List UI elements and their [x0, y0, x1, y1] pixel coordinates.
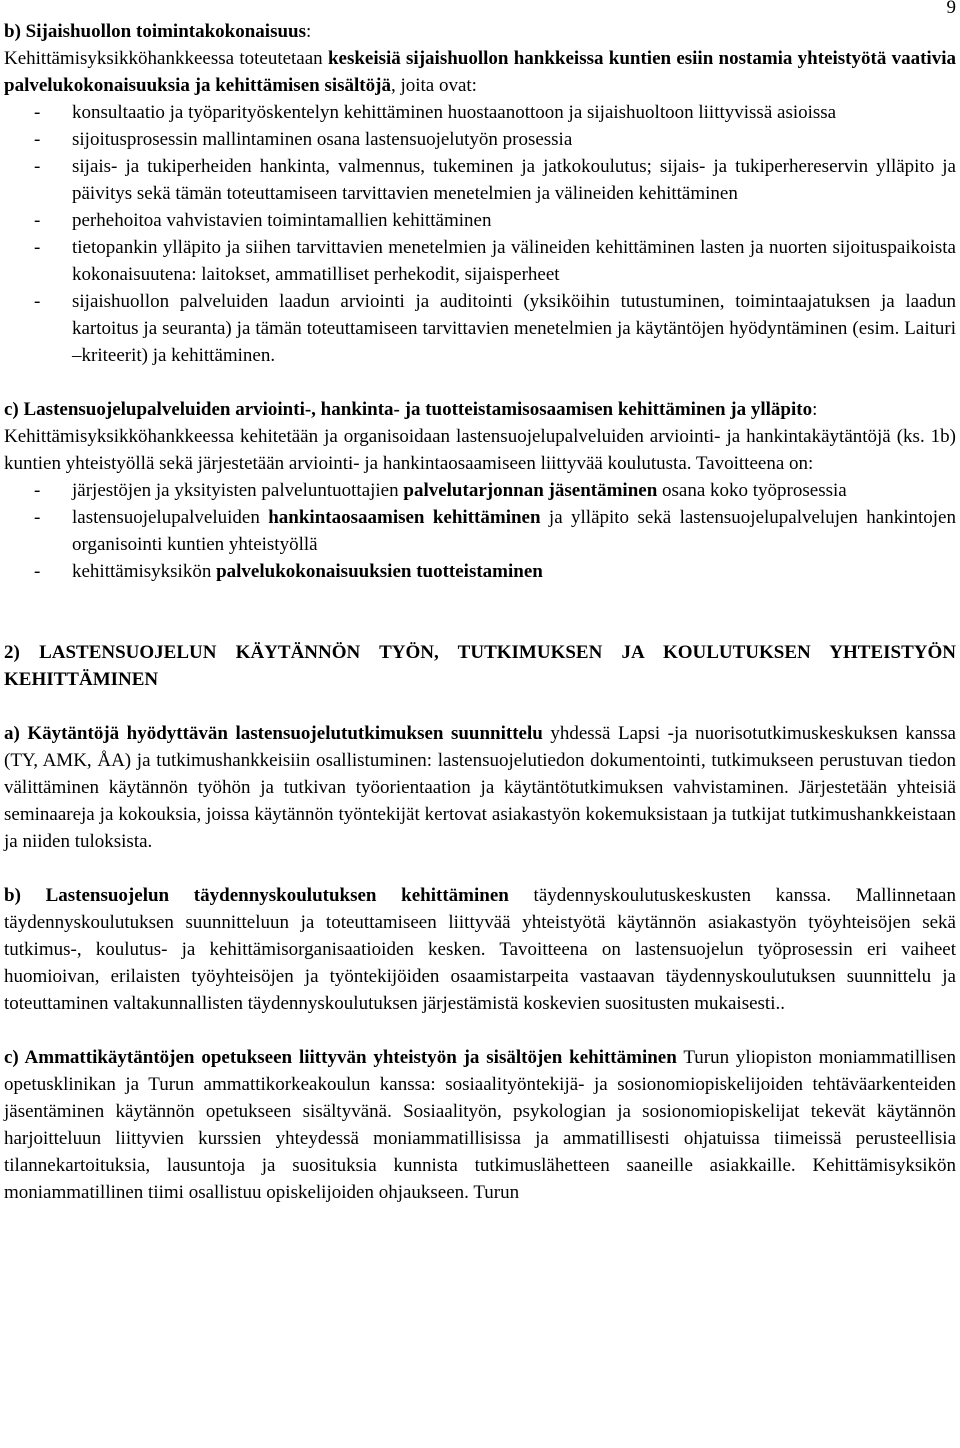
section-b-list — [4, 99, 956, 369]
list-item: - lastensuojelupalveluiden hankintaosaamisen kehittäminen ja ylläpito sekä lastensuojelupalvelujen hankintojen organisointi kuntien yhteistyöllä — [4, 504, 956, 558]
list-item: - sijaishuollon palveluiden laadun arviointi ja auditointi (yksiköihin tutustuminen, toimintaajatuksen ja laadun kartoitus ja seuranta) ja tämän toteuttamiseen tarvittavien menetelmien ja käytäntöjen hyödyntäminen (esim. Laituri –kriteerit) ja kehittäminen. — [4, 288, 956, 369]
section-c-body: Kehittämisyksikköhankkeessa kehitetään ja organisoidaan lastensuojelupalveluiden arviointi- ja hankintakäytäntöjä (ks. 1b) kuntien yhteistyöllä sekä järjestetään arviointi- ja hankintaosaamiseen liittyvää koulutusta. Tavoitteena on: — [4, 426, 956, 474]
section-2-heading: 2) LASTENSUOJELUN KÄYTÄNNÖN TYÖN, TUTKIMUKSEN JA KOULUTUKSEN YHTEISTYÖN KEHITTÄMINEN — [4, 642, 956, 690]
section-2a: a) Käytäntöjä hyödyttävän lastensuojelututkimuksen suunnittelu yhdessä Lapsi -ja nuorisotutkimuskeskuksen kanssa (TY, AMK, ÅA) ja tutkimushankkeisiin osallistuminen: lastensuojelutiedon dokumentointi, tutkimukseen perustuvan tiedon välittäminen käytännön työhön ja tutkivan työorientaation ja käytäntötutkimuksen vahvistaminen. Järjestetään yhteisiä seminaareja ja kokouksia, joissa käytännön työntekijät kertovat asiakastyön kokemuksistaan ja tutkijat tutkimushankkeistaan ja niiden tuloksista. — [4, 723, 956, 852]
section-c-heading: c) Lastensuojelupalveluiden arviointi-, hankinta- ja tuotteistamisosaamisen kehittäminen ja ylläpito: — [4, 399, 818, 420]
page-number: 9 — [946, 0, 956, 18]
list-item: - järjestöjen ja yksityisten palveluntuottajien palvelutarjonnan jäsentäminen osana koko työprosessia — [4, 477, 956, 504]
list-item: - perhehoitoa vahvistavien toimintamallien kehittäminen — [4, 207, 956, 234]
section-b-heading: b) Sijaishuollon toimintakokonaisuus: — [4, 21, 312, 42]
list-item: - konsultaatio ja työparityöskentelyn kehittäminen huostaanottoon ja sijaishuoltoon liittyvissä asioissa — [4, 99, 956, 126]
section-c-list — [4, 477, 956, 585]
section-2c: c) Ammattikäytäntöjen opetukseen liittyvän yhteistyön ja sisältöjen kehittäminen Turun yliopiston moniammatillisen opetusklinikan ja Turun ammattikorkeakoulun kanssa: sosiaalityöntekijä- ja sosionomiopiskelijoiden tehtäväarkenteiden jäsentäminen käytännön opetukseen sisältyvänä. Sosiaalityön, psykologian ja sosionomiopiskelijat tekevät käytännön harjoitteluun liittyvien kurssien yhteydessä moniammatillisissa ja ammatillisesti ohjatuissa tiimeissä perusteellisia tilannekartoituksia, lausuntoja ja suosituksia kunnista tutkimuslähetteen saaneille asiakkaille. Kehittämisyksikön moniammatillinen tiimi osallistuu opiskelijoiden ohjaukseen. Turun — [4, 1047, 956, 1203]
list-item: - sijais- ja tukiperheiden hankinta, valmennus, tukeminen ja jatkokoulutus; sijais- ja tukiperhereservin ylläpito ja päivitys sekä tämän toteuttamiseen tarvittavien menetelmien ja välineiden kehittäminen — [4, 153, 956, 207]
section-c — [4, 396, 956, 585]
section-b-intro: Kehittämisyksikköhankkeessa toteutetaan keskeisiä sijaishuollon hankkeissa kuntien esiin nostamia yhteistyötä vaativia palvelukokonaisuuksia ja kehittämisen sisältöjä, joita ovat: — [4, 48, 956, 96]
section-2b: b) Lastensuojelun täydennyskoulutuksen kehittäminen täydennyskoulutuskeskusten kanssa. Mallinnetaan täydennyskoulutuksen suunnitteluun ja toteuttamiseen liittyvää yhteistyötä käytännön asiakastyön työyhteisöjen sekä tutkimus-, koulutus- ja kehittämisorganisaatioiden kesken. Tavoitteena on lastensuojelun työprosessin eri vaiheet huomioivan, erilaisten työyhteisöjen ja työntekijöiden osaamistarpeita vastaavan täydennyskoulutuksen suunnittelu ja toteuttaminen valtakunnallisten täydennyskoulutuksen järjestämistä koskevien suositusten mukaisesti.. — [4, 885, 956, 1014]
list-item: - kehittämisyksikön palvelukokonaisuuksien tuotteistaminen — [4, 558, 956, 585]
list-item: - sijoitusprosessin mallintaminen osana lastensuojelutyön prosessia — [4, 126, 956, 153]
list-item: - tietopankin ylläpito ja siihen tarvittavien menetelmien ja välineiden kehittäminen lasten ja nuorten sijoituspaikoista kokonaisuutena: laitokset, ammatilliset perhekodit, sijaisperheet — [4, 234, 956, 288]
section-b — [4, 18, 956, 369]
